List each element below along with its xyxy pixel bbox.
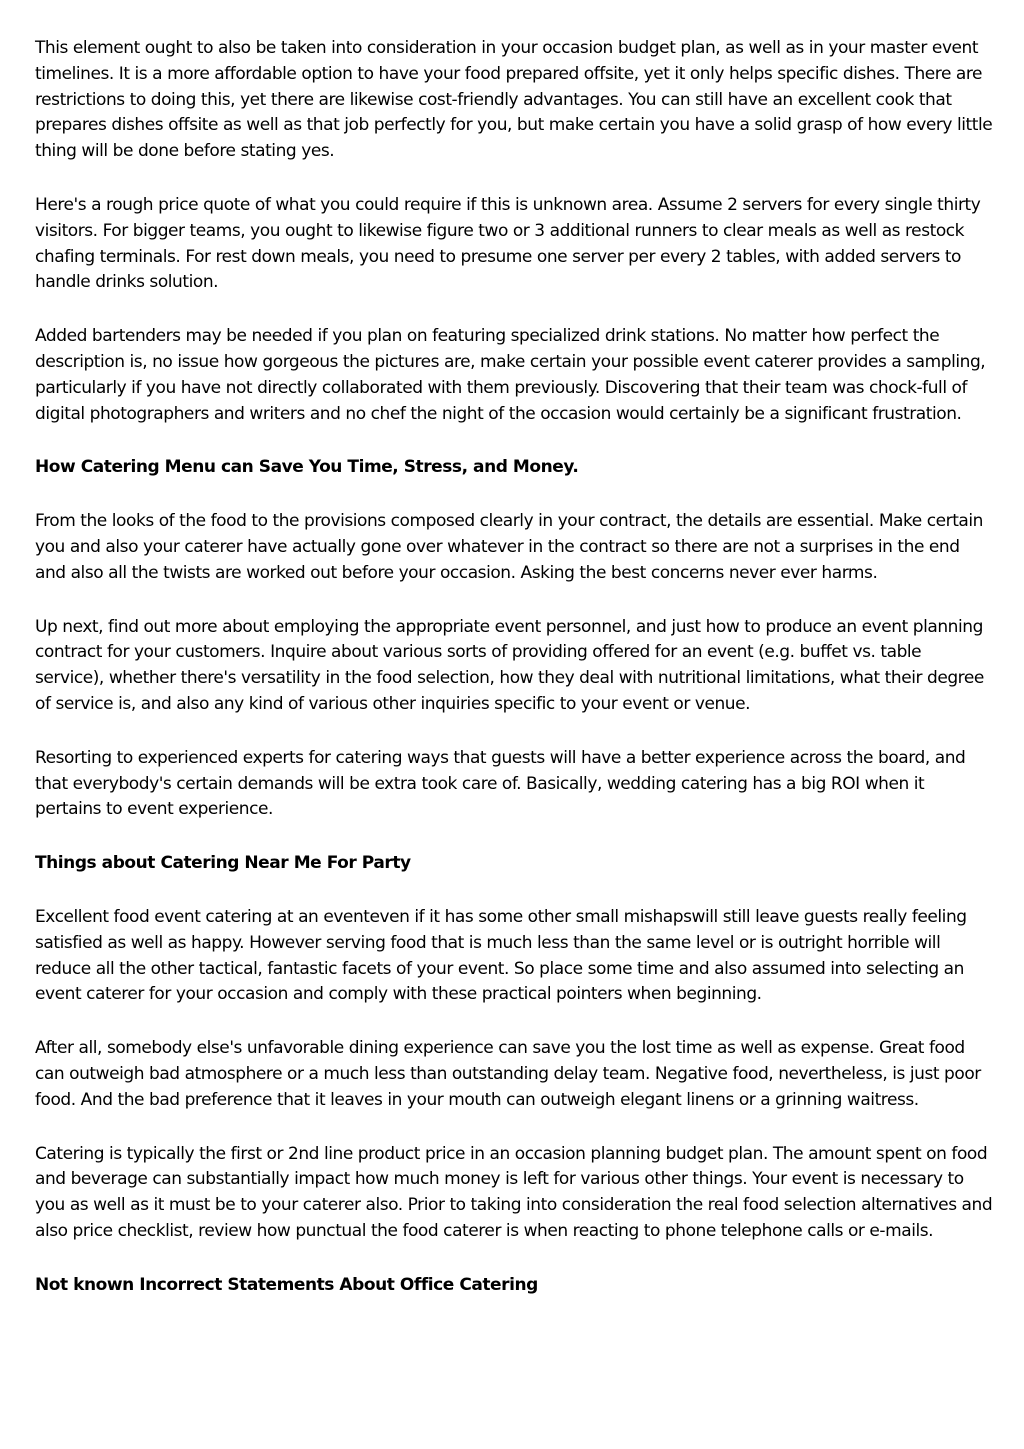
paragraph-budget-line bbox=[35, 1142, 995, 1245]
section-heading-catering-menu bbox=[35, 455, 995, 481]
section-heading: Things about Catering Near Me For Party bbox=[35, 853, 411, 874]
section-heading: Not known Incorrect Statements About Office Catering bbox=[35, 1274, 538, 1295]
document-body bbox=[35, 36, 995, 1326]
paragraph-text: Added bartenders may be needed if you plan on featuring specialized drink stations. No matter how perfect the description is, no issue how gorgeous the pictures are, make certain your possible event caterer provides a sampling, particularly if you have not directly collaborated with them previously. Discovering that their team was chock-full of digital photographers and writers and no chef the night of the occasion would certainly be a significant frustration. bbox=[35, 326, 986, 424]
paragraph-contract-details bbox=[35, 509, 995, 586]
paragraph-price-quote bbox=[35, 193, 995, 296]
paragraph-experienced-experts bbox=[35, 746, 995, 823]
paragraph-event-personnel bbox=[35, 615, 995, 718]
section-heading: How Catering Menu can Save You Time, Stress, and Money. bbox=[35, 457, 579, 478]
paragraph-text: Resorting to experienced experts for catering ways that guests will have a better experience across the board, and that everybody's certain demands will be extra took care of. Basically, wedding catering has a big ROI when it pertains to event experience. bbox=[35, 747, 966, 820]
paragraph-text: Excellent food event catering at an eventeven if it has some other small mishapswill still leave guests really feeling satisfied as well as happy. However serving food that is much less than the same level or is outright horrible will reduce all the other tactical, fantastic facets of your event. So place some time and also assumed into selecting an event caterer for your occasion and comply with these practical pointers when beginning. bbox=[35, 906, 967, 1005]
paragraph-text: Catering is typically the first or 2nd line product price in an occasion planning budget plan. The amount spent on food and beverage can substantially impact how much money is left for various other things. Your event is necessary to you as well as it must be to your caterer also. Prior to taking into consideration the real food selection alternatives and also price checklist, review how punctual the food caterer is when reacting to phone telephone calls or e-mails. bbox=[35, 1143, 993, 1241]
paragraph-text: From the looks of the food to the provisions composed clearly in your contract, the details are essential. Make certain you and also your caterer have actually gone over whatever in the contract so there are not a surprises in the end and also all the twists are worked out before your occasion. Asking the best concerns never ever harms. bbox=[35, 511, 983, 583]
paragraph-text: After all, somebody else's unfavorable dining experience can save you the lost time as well as expense. Great food can outweigh bad atmosphere or a much less than outstanding delay team. Negative food, nevertheless, is just poor food. And the bad preference that it leaves in your mouth can outweigh elegant linens or a grinning waitress. bbox=[35, 1038, 981, 1110]
paragraph-dining-experience bbox=[35, 1036, 995, 1113]
section-heading-office-catering bbox=[35, 1273, 995, 1299]
section-heading-catering-near-me bbox=[35, 851, 995, 877]
paragraph-text: Here's a rough price quote of what you could require if this is unknown area. Assume 2 servers for every single thirty visitors. For bigger teams, you ought to likewise figure two or 3 additional runners to clear meals as well as restock chafing terminals. For rest down meals, you need to presume one server per every 2 tables, with added servers to handle drinks solution. bbox=[35, 194, 981, 293]
paragraph-budget-plan bbox=[35, 36, 995, 165]
paragraph-excellent-food bbox=[35, 905, 995, 1008]
paragraph-bartenders bbox=[35, 324, 995, 427]
paragraph-text: This element ought to also be taken into consideration in your occasion budget plan, as well as in your master event timelines. It is a more affordable option to have your food prepared offsite, yet it only helps specific dishes. There are restrictions to doing this, yet there are likewise cost-friendly advantages. You can still have an excellent cook that prepares dishes offsite as well as that job perfectly for you, but make certain you have a solid grasp of how every little thing will be done before stating yes. bbox=[35, 38, 993, 162]
paragraph-text: Up next, find out more about employing the appropriate event personnel, and just how to produce an event planning contract for your customers. Inquire about various sorts of providing offered for an event (e.g. buffet vs. table service), whether there's versatility in the food selection, how they deal with nutritional limitations, what their degree of service is, and also any kind of various other inquiries specific to your event or venue. bbox=[35, 616, 984, 714]
